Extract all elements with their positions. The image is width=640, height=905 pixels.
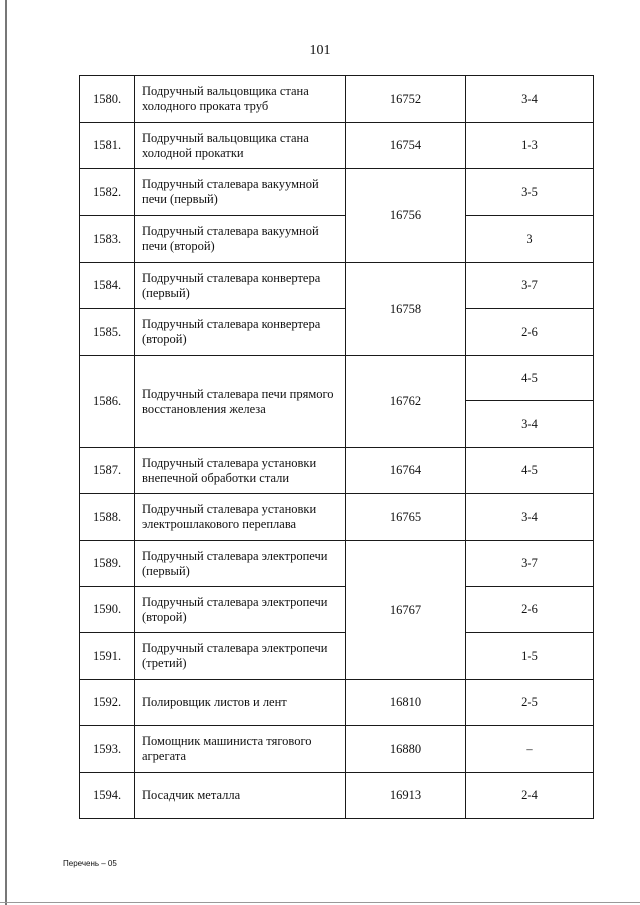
- profession-name: Подручный сталевара вакуумной печи (второй): [135, 216, 346, 263]
- profession-name: Подручный сталевара печи прямого восстановления железа: [135, 356, 346, 448]
- table-row: [80, 76, 594, 123]
- row-number: 1583.: [80, 216, 135, 263]
- profession-name: Подручный сталевара конвертера (второй): [135, 309, 346, 356]
- profession-name: Подручный вальцовщика стана холодного проката труб: [135, 76, 346, 123]
- row-number: 1581.: [80, 123, 135, 169]
- row-number: 1590.: [80, 587, 135, 633]
- table-row: [80, 263, 594, 309]
- table-row: [80, 541, 594, 587]
- scan-edge-left: [5, 0, 7, 905]
- profession-code: 16880: [346, 726, 466, 773]
- profession-code: 16810: [346, 680, 466, 726]
- row-number: 1580.: [80, 76, 135, 123]
- table-row: [80, 726, 594, 773]
- table-row: [80, 494, 594, 541]
- profession-name: Подручный сталевара конвертера (первый): [135, 263, 346, 309]
- profession-name: Посадчик металла: [135, 773, 346, 819]
- profession-code: 16756: [346, 169, 466, 263]
- profession-code: 16752: [346, 76, 466, 123]
- profession-name: Подручный сталевара установки электрошлакового переплава: [135, 494, 346, 541]
- table-row: [80, 587, 594, 633]
- row-number: 1593.: [80, 726, 135, 773]
- profession-code: 16767: [346, 541, 466, 680]
- row-number: 1582.: [80, 169, 135, 216]
- table-row: [80, 633, 594, 680]
- row-number: 1589.: [80, 541, 135, 587]
- grade-range: 3-4: [466, 494, 594, 541]
- profession-name: Подручный сталевара электропечи (первый): [135, 541, 346, 587]
- grade-range: –: [466, 726, 594, 773]
- row-number: 1594.: [80, 773, 135, 819]
- grade-range: 2-6: [466, 309, 594, 356]
- row-number: 1592.: [80, 680, 135, 726]
- profession-code: 16754: [346, 123, 466, 169]
- table-row: [80, 309, 594, 356]
- grade-range: 1-5: [466, 633, 594, 680]
- grade-range: 3: [466, 216, 594, 263]
- table-row: [80, 216, 594, 263]
- profession-code: 16762: [346, 356, 466, 448]
- row-number: 1584.: [80, 263, 135, 309]
- table-row: [80, 680, 594, 726]
- row-number: 1586.: [80, 356, 135, 448]
- grade-range: 1-3: [466, 123, 594, 169]
- table-row: [80, 356, 594, 401]
- grade-range: 3-4: [466, 401, 594, 448]
- profession-code: 16758: [346, 263, 466, 356]
- grade-range: 2-4: [466, 773, 594, 819]
- row-number: 1588.: [80, 494, 135, 541]
- profession-name: Помощник машиниста тягового агрегата: [135, 726, 346, 773]
- scan-edge-bottom: [0, 902, 640, 903]
- profession-name: Подручный вальцовщика стана холодной прокатки: [135, 123, 346, 169]
- profession-code: 16913: [346, 773, 466, 819]
- table-row: [80, 448, 594, 494]
- grade-range: 4-5: [466, 448, 594, 494]
- grade-range: 2-5: [466, 680, 594, 726]
- grade-range: 3-5: [466, 169, 594, 216]
- document-footer: Перечень – 05: [63, 859, 117, 868]
- table-row: [80, 123, 594, 169]
- profession-name: Подручный сталевара вакуумной печи (первый): [135, 169, 346, 216]
- table-row: [80, 773, 594, 819]
- profession-code: 16764: [346, 448, 466, 494]
- profession-name: Подручный сталевара электропечи (третий): [135, 633, 346, 680]
- page-number: 101: [309, 43, 331, 58]
- profession-table: [79, 75, 594, 819]
- grade-range: 3-7: [466, 541, 594, 587]
- table-row: [80, 169, 594, 216]
- profession-name: Полировщик листов и лент: [135, 680, 346, 726]
- profession-name: Подручный сталевара установки внепечной обработки стали: [135, 448, 346, 494]
- row-number: 1585.: [80, 309, 135, 356]
- profession-code: 16765: [346, 494, 466, 541]
- row-number: 1587.: [80, 448, 135, 494]
- grade-range: 2-6: [466, 587, 594, 633]
- row-number: 1591.: [80, 633, 135, 680]
- grade-range: 3-4: [466, 76, 594, 123]
- grade-range: 3-7: [466, 263, 594, 309]
- grade-range: 4-5: [466, 356, 594, 401]
- profession-name: Подручный сталевара электропечи (второй): [135, 587, 346, 633]
